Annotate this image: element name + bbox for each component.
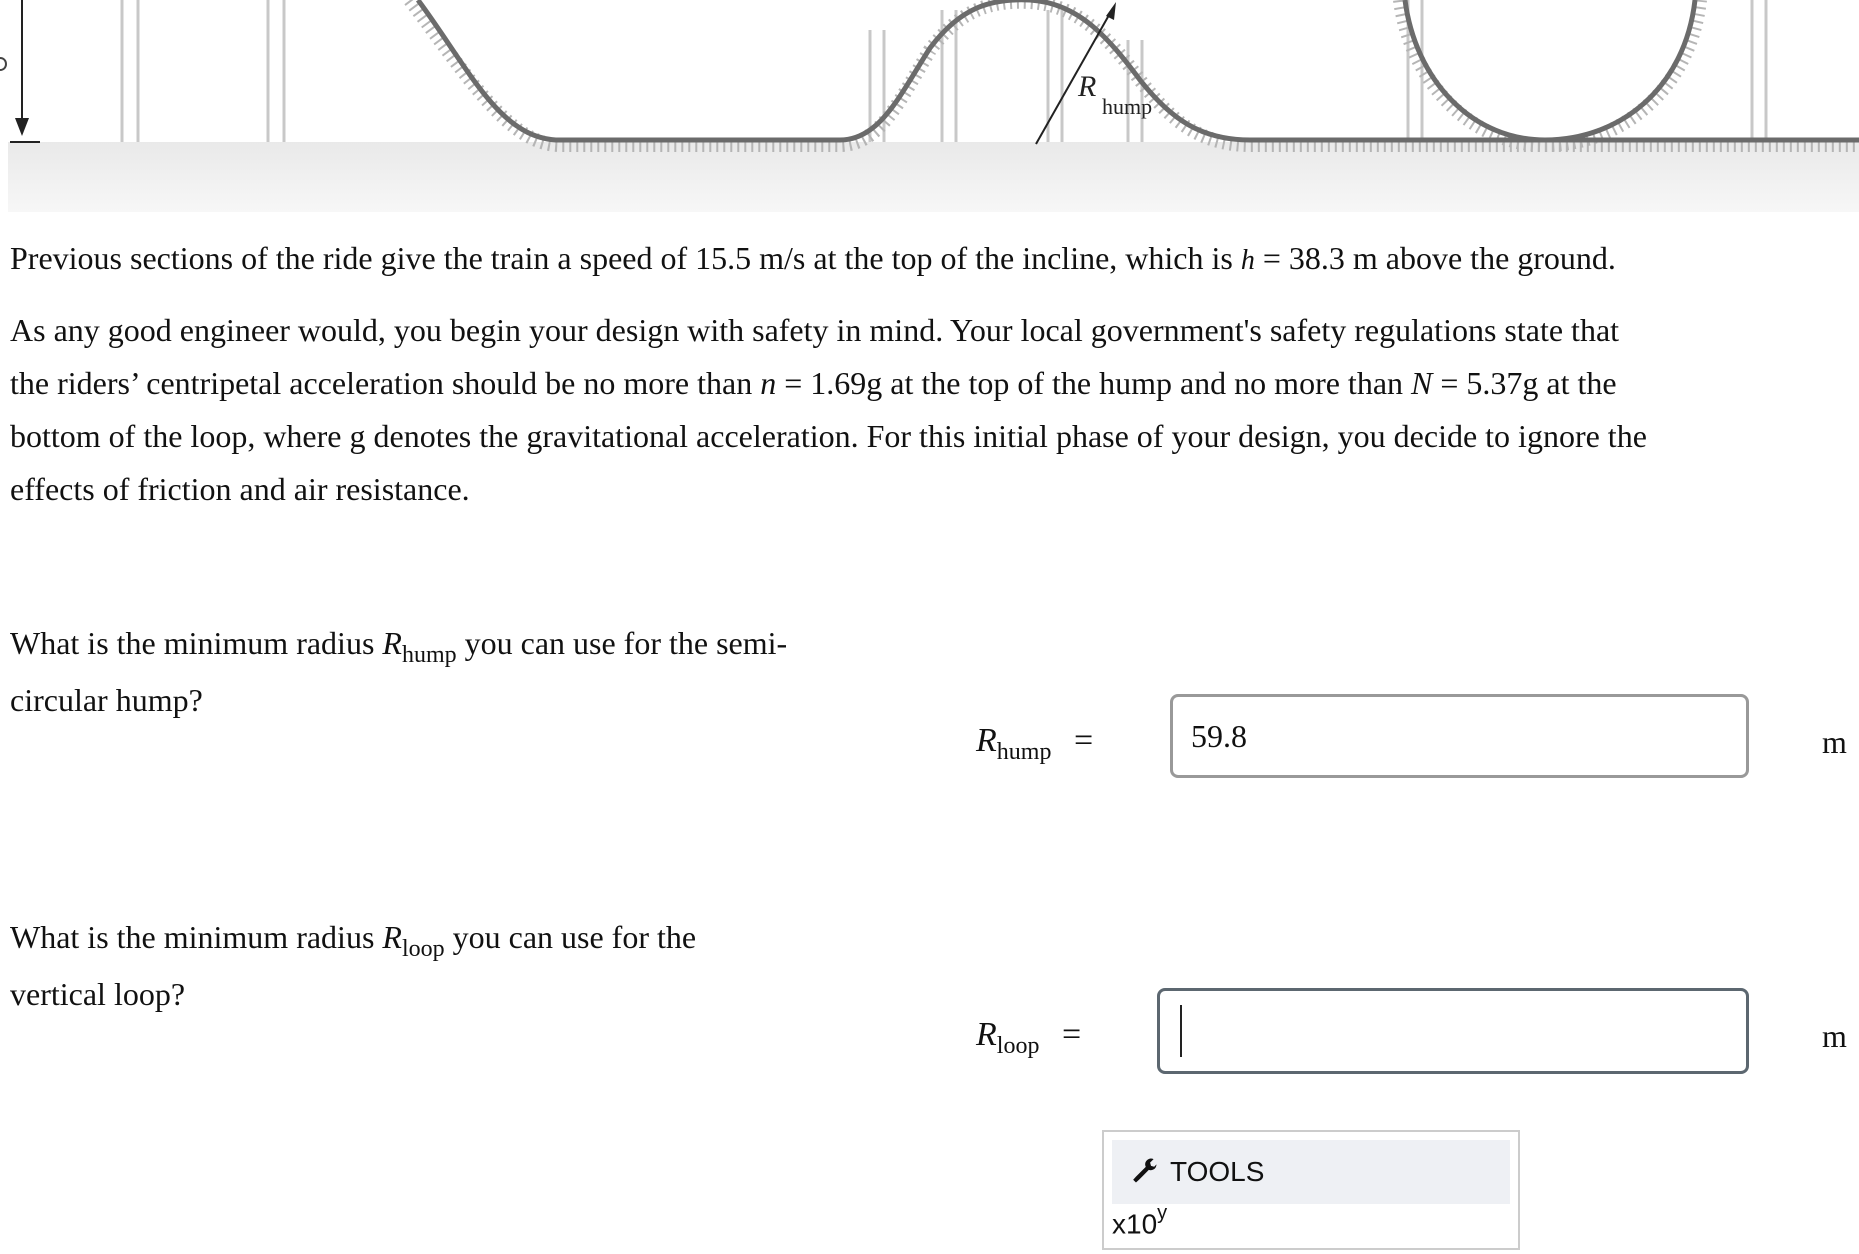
support-posts [122, 0, 1766, 142]
ground [8, 142, 1859, 212]
loop-ties [1400, 0, 1700, 145]
tools-label: TOOLS [1170, 1156, 1265, 1187]
tools-panel [1102, 1130, 1520, 1250]
wrench-icon [1132, 1158, 1160, 1186]
loop-rail [1405, 0, 1695, 140]
question-2-text: What is the minimum radius $R_{loop}$ you can use for the vertical loop? [10, 919, 697, 1012]
height-arrow-head [15, 118, 29, 136]
hump-radius-label-sub: hump [1102, 94, 1153, 119]
hump-radius-label: R [1078, 70, 1097, 103]
r-loop-input[interactable] [1157, 988, 1749, 1074]
text-caret [1180, 1005, 1182, 1057]
r-hump-input[interactable] [1170, 694, 1749, 778]
intro-paragraph-2: As any good engineer would, you begin your design with safety in mind. Your local government's safety regulations state that the riders’ centripetal acceleration should be no more than n = 1.69g at the top of the hump and no more than N = 5.37g at the bottom of the loop, where g denotes the gravitational acceleration. For this initial phase of your design, you decide to ignore the effects of friction and air resistance. [10, 312, 1647, 507]
question-1-text: What is the minimum radius $R_{hump}$ you can use for the semi- circular hump? [10, 625, 788, 718]
scientific-notation-button[interactable]: x10$^y$ [1112, 1202, 1168, 1240]
tools-button[interactable] [1112, 1140, 1510, 1204]
coaster-diagram [0, 0, 1859, 215]
height-arrow-top [0, 58, 6, 70]
r-loop-label: $R_{loop}$ = [976, 1016, 1082, 1059]
r-hump-unit: m [1822, 724, 1847, 760]
track-rail [418, 0, 1859, 140]
intro-paragraph-1: Previous sections of the ride give the train a speed of 15.5 m/s at the top of the incline, which is h = 38.3 m above the ground. [10, 240, 1616, 276]
r-loop-unit: m [1822, 1018, 1847, 1054]
r-hump-label: $R_{hump}$ = [976, 722, 1094, 765]
